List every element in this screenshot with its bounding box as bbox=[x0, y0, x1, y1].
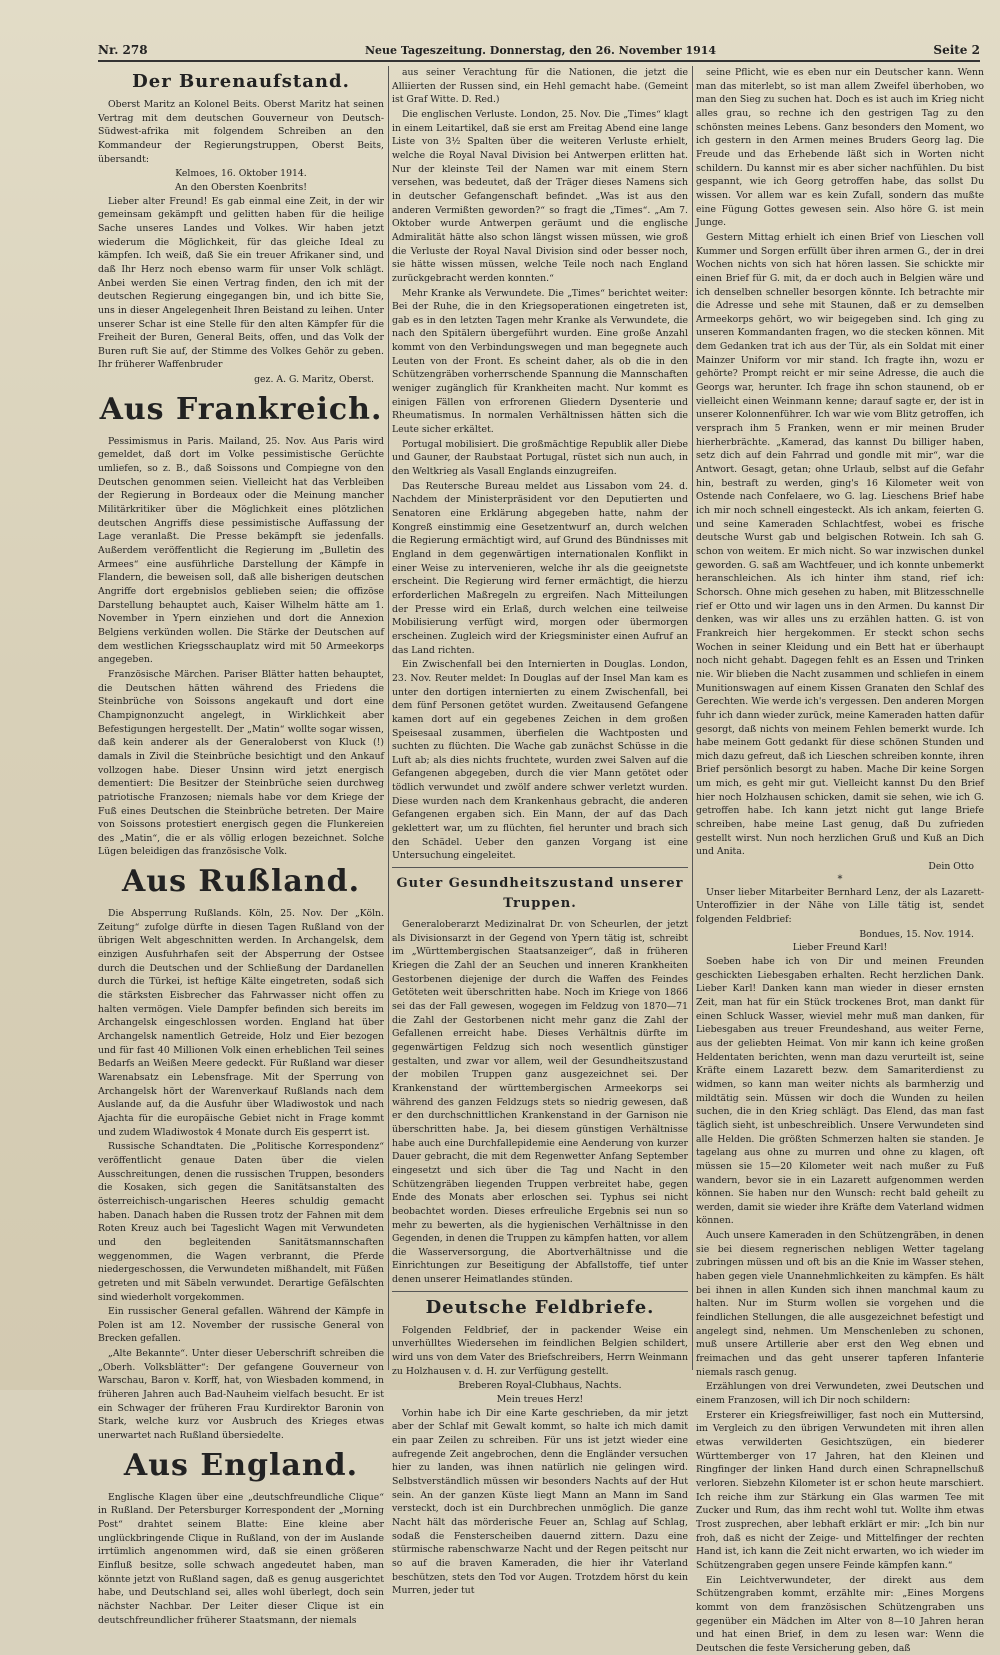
paragraph: Generaloberarzt Medizinalrat Dr. von Scheurlen, der jetzt als Divisionsarzt in der Gegend von Ypern tätig ist, schreibt im „Württembergischen Staatsanzeiger“, daß in früheren Kriegen die Zahl der an Seuchen und inneren Krankheiten Gestorbenen diejenige der durch die Waffen des Feindes Getöteten weit überschritten habe. Noch im Kriege von 1866 sei das der Fall gewesen, wogegen im Feldzug von 1870—71 die Zahl der Gestorbenen nicht mehr ganz die Zahl der Gefallenen erreicht habe. Dieses Verhältnis dürfte im gegenwärtigen Feldzug sich noch wesentlich günstiger gestalten, und zwar vor allem, weil der Gesundheitszustand der mobilen Truppen ganz ausgezeichnet sei. Der Krankenstand der württembergischen Armeekorps sei während des ganzen Feldzugs stets so niedrig gewesen, daß er den durchschnittlichen Krankenstand in der Garnison nie überschritten habe. Ja, bei diesem günstigen Verhältnisse habe auch eine Durchfallepidemie eine Aenderung von kurzer Dauer gebracht, die mit dem Regenwetter Anfang September eingesetzt und sich über die Tag und Nacht in den Schützengräben liegenden Truppen verbreitet habe, gegen Ende des Monats aber erloschen sei. Typhus sei nicht beobachtet worden. Dieses erfreuliche Ergebnis sei nun so mehr zu bewerten, als die hygienischen Verhältnisse in den Gegenden, in denen die Truppen zu kämpfen hatten, vor allem die Wasserversorgung, die Abortverhältnisse und die Einrichtungen zur Beseitigung der Abfallstoffe, tief unter denen unserer Heimatlandes stünden. bbox=[392, 919, 689, 1286]
column-rule bbox=[388, 66, 389, 1370]
paragraph: Vorhin habe ich Dir eine Karte geschrieben, da mir jetzt aber der Schlaf mit Gewalt kommt, so halte ich mich damit ein paar Zeilen zu schreiben. Für uns ist jetzt wieder eine aufregende Zeit angebrochen, denn die Engländer versuchen hier zu landen, was ihnen natürlich nie gelingen wird. Selbstverständlich müssen wir besonders Nachts auf der Hut sein. An der ganzen Küste liegt Mann an Mann im Sand versteckt, doch ist ein Durchbrechen unmöglich. Die ganze Nacht hält das mörderische Feuer an, Schlag auf Schlag, sodaß die Fensterscheiben dauernd zittern. Dazu eine stürmische rabenschwarze Nacht und der Regen peitscht nur so auf die braven Kameraden, die hier ihr Vaterland beschützen, stets den Tod vor Augen. Trotzdem hörst du kein Murren, jeder tut bbox=[392, 1407, 688, 1597]
headline: Der Burenaufstand. bbox=[132, 71, 350, 92]
headline: Aus Frankreich. bbox=[99, 391, 383, 427]
headline: Guter Gesundheitszustand unserer Truppen. bbox=[396, 876, 684, 912]
paragraph: seine Pflicht, wie es eben nur ein Deutscher kann. Wenn man das miterlebt, so ist man allem Zweifel überhoben, wo man den Sieg zu suchen hat. Doch es ist auch im Krieg nicht alles grau, so rechne ich den gestrigen Tag zu den schönsten meines Lebens. Ganz besonders den Moment, wo ich gestern in den Armen meines Bruders Georg lag. Die Freude und das Erhebende läßt sich in Worten nicht schildern. Du kannst mir es aber sicher nachfühlen. Du bist gespannt, wie ich Georg getroffen habe, das sollst Du wissen. Vor allem war es kein Zufall, sondern das mußte eine Fügung Gottes gewesen sein. Also höre G. ist mein Junge. bbox=[696, 67, 984, 229]
paragraph: Ersterer ein Kriegsfreiwilliger, fast noch ein Muttersind, im Vergleich zu den übrigen Verwundeten mit ihren allen etwas verwilderten Gesichtszügen, ein biederer Württemberger von 17 Jahren, hat den Kleinen und Ringfinger der linken Hand durch einen Schrapnellschuß verloren. Siebzehn Kilometer ist er schon heute marschiert. Ich reiche ihm zur Stärkung ein Glas warmen Tee mit Zucker und Rum, das ihm recht wohl tut. Wollte ihm etwas Trost zusprechen, aber lebhaft erklärt er mir: „Ich bin nur froh, daß es nicht der Zeige- und Mittelfinger der rechten Hand ist, ich kann die Zeit nicht erwarten, wo ich wieder im Schützengraben gegen unsere Feinde kämpfen kann.“ bbox=[696, 1409, 984, 1571]
section-star: * bbox=[837, 873, 843, 885]
paragraph: Erzählungen von drei Verwundeten, zwei Deutschen und einem Franzosen, will ich Dir noch schildern: bbox=[696, 1381, 984, 1406]
column-3 bbox=[696, 66, 984, 1654]
paragraph: Die Absperrung Rußlands. Köln, 25. Nov. Der „Köln. Zeitung“ zufolge dürfte in diesen Tagen Rußland von der übrigen Welt abgeschnitten werden. In Archangelsk, dem einzigen Ausfuhrhafen seit der Absperrung der Ostsee durch die Deutschen und der Schließung der Dardanellen durch die Türkei, ist heftige Kälte eingetreten, sodaß sich die stärksten Eisbrecher das Fahrwasser nicht offen zu halten vermögen. Viele Dampfer befinden sich bereits im Archangelsk eingeschlossen worden. England hat über Archangelsk namentlich Getreide, Holz und Eier bezogen und für fast 40 Millionen Volk einen erheblichen Teil seines Bedarfs an Weißen Meere gedeckt. Für Rußland war dieser Warenabsatz ein Lebensfrage. Mit der Sperrung von Archangelsk hört der Warenverkauf Rußlands nach dem Auslande auf, da die Ausfuhr über Wladiwostok und nach Ajachta für die europäische Gebiet nicht in Frage kommt und zudem Wladiwostok 4 Monate durch Eis gesperrt ist. bbox=[98, 908, 384, 1138]
headline: Deutsche Feldbriefe. bbox=[425, 1296, 655, 1318]
column-2 bbox=[392, 66, 689, 1597]
paragraph: Englische Klagen über eine „deutschfreundliche Clique“ in Rußland. Der Petersburger Korrespondent der „Morning Post“ drahtet seinem Blatte: Eine kleine aber unglückbringende Clique in Rußland, von der im Auslande irrtümlich angenommen wird, daß sie einen größeren Einfluß besitze, solle schwach angedeutet haben, man könnte jetzt von Rußland sagen, daß es genug ausgerichtet habe, und Deutschland sei, alles wohl überlegt, doch sein nächster Nachbar. Der Leiter dieser Clique ist ein deutschfreundlicher früherer Staatsmann, der niemals bbox=[98, 1491, 384, 1626]
page-number: Seite 2 bbox=[933, 43, 980, 57]
paragraph: Auch unsere Kameraden in den Schützengräben, in denen sie bei diesem regnerischen nebligen Wetter tagelang zubringen müssen und oft bis an die Knie im Wasser stehen, haben gegen viele Unannehmlichkeiten zu kämpfen. Es hält bei ihnen in allen Kunden sich ihnen manchmal kaum zu halten. Nur im Sturm wollen sie vorgehen und die feindlichen Stellungen, die alle ausgezeichnet befestigt und angelegt sind, nehmen. Um Menschenleben zu schonen, muß unsere Artillerie aber erst den Weg ebnen und freimachen und das geht unserer tapferen Infanterie niemals rasch genug. bbox=[696, 1230, 984, 1378]
headline: Aus England. bbox=[123, 1447, 359, 1483]
paragraph: Folgenden Feldbrief, der in packender Weise ein unverhülltes Wiedersehen im feindlichen Belgien schildert, wird uns von dem Vater des Briefschreibers, Herrn Weinmann zu Holzhausen v. d. H. zur Verfügung gestellt. bbox=[392, 1324, 688, 1377]
paragraph: Französische Märchen. Pariser Blätter hatten behauptet, die Deutschen hätten während des Friedens die Steinbrüche von Soissons angekauft und dort eine Champignonzucht angelegt, in Wirklichkeit aber Befestigungen hergestellt. Der „Matin“ wollte sogar wissen, daß kein anderer als der Generaloberst von Kluck (!) damals in Zivil die Steinbrüche besichtigt und den Ankauf vollzogen habe. Dieser Unsinn wird jetzt energisch dementiert: Die Besitzer der Steinbrüche seien durchweg patriotische Franzosen; niemals habe vor dem Kriege der Fuß eines Deutschen die Steinbrüche betreten. Der Maire von Soissons protestiert energisch gegen die Flunkereien des „Matin“, die er als völlig erlogen bezeichnet. Solche Lügen beleidigen das französische Volk. bbox=[98, 668, 384, 858]
issue-number: Nr. 278 bbox=[98, 43, 148, 57]
column-rule bbox=[692, 66, 693, 1370]
paragraph: Russische Schandtaten. Die „Politische Korrespondenz“ veröffentlicht genaue Daten über die vielen Ausschreitungen, denen die russischen Truppen, besonders die Kosaken, sich gegen die Sanitätsanstalten des österreichisch-ungarischen Heeres schuldig gemacht haben. Danach haben die Russen trotz der Fahnen mit dem Roten Kreuz auch bei Tageslicht Wagen mit Verwundeten und den begleitenden Sanitätsmannschaften weggenommen, die Wagen verbrannt, die Pferde niedergeschossen, die Verwundeten mißhandelt, mit Füßen getreten und mit Säbeln verwundet. Derartige Gefälschten sind wiederholt vorgekommen. bbox=[98, 1141, 384, 1303]
paragraph: Die englischen Verluste. London, 25. Nov. Die „Times“ klagt in einem Leitartikel, daß sie erst am Freitag Abend eine lange Liste von 3½ Spalten über die weiteren Verluste erhielt, welche die Royal Naval Division bei Antwerpen erlitten hat. Nur der kleinste Teil der Namen war mit einem Stern versehen, was bedeutet, daß der Träger dieses Namens sich in deutscher Gefangenschaft befindet. „Was ist aus den anderen Vermißten geworden?“ so fragt die „Times“. „Am 7. Oktober wurde Antwerpen geräumt und die englische Admiralität hätte also schon längst wissen müssen, wie groß die Verluste der Royal Naval Division sind oder besser noch, sie hätte wissen müssen, welche Teile noch nach England zurückgebracht werden konnten.“ bbox=[392, 108, 688, 284]
column-1 bbox=[98, 66, 384, 1626]
paragraph: Portugal mobilisiert. Die großmächtige Republik aller Diebe und Gauner, der Raubstaat Portugal, rüstet sich nun auch, in den Weltkrieg als Vasall Englands einzugreifen. bbox=[392, 438, 688, 478]
divider bbox=[392, 867, 688, 868]
divider bbox=[392, 1291, 688, 1292]
paragraph: Gestern Mittag erhielt ich einen Brief von Lieschen voll Kummer und Sorgen erfüllt über ihren armen G., der in drei Wochen nichts von sich hat hören lassen. Sie schickte mir einen Brief für G. mit, da er doch auch in Belgien wäre und ich denselben schneller besorgen könnte. Ich betrachte mir die Adresse und sehe mit Staunen, daß er zu demselben Armeekorps gehört, wo wir beigegeben sind. Ich ging zu unseren Kommandanten fragen, wo die stecken können. Mit dem Gedanken trat ich aus der Tür, als ein Soldat mit einer Mainzer Uniform vor mir stand. Ich fragte ihn, wozu er gehörte? Prompt reicht er mir seine Adresse, die auch die Georgs war, herunter. Ich frage ihn schon staunend, ob er vielleicht einen Weinmann kenne; darauf sagte er, der ist in unserer Kolonnenführer. Ich war wie vom Blitz getroffen, ich versprach ihm 5 Franken, wenn er mir meinen Bruder hierherbrächte. „Kamerad, das kannst Du billiger haben, setz dich auf dein Fahrrad und gondle mit mir“, war die Antwort. Gesagt, getan; ohne Urlaub, selbst auf die Gefahr hin, bestraft zu werden, ging's 16 Kilometer weit von Ostende nach Confelaere, wo G. lag. Lieschens Brief habe ich mir noch schnell eingesteckt. Als ich ankam, feierten G. und seine Kameraden Schlachtfest, wobei es frische deutsche Wurst gab und belgischen Rotwein. Ich sah G. schon von weitem. Er mich nicht. So war inzwischen dunkel geworden. G. saß am Wachtfeuer, und ich konnte unbemerkt heranschleichen. Als ich hinter ihm stand, rief ich: Schorsch. Ohne mich gesehen zu haben, mit Blitzesschnelle rief er Otto und wir lagen uns in den Armen. Du kannst Dir denken, was wir alles uns zu erzählen hatten. G. ist von Frankreich hier hergekommen. Er steckt schon sechs Wochen in seiner Kleidung und ein Bett hat er überhaupt noch nicht gehabt. Dagegen fehlt es an Essen und Trinken nie. Wir blieben die Nacht zusammen und schliefen in einem Munitionswagen auf einem Kissen Granaten den Schlaf des Gerechten. Wie werde ich's vergessen. Den anderen Morgen fuhr ich dann wieder zurück, meine Kameraden hatten dafür gesorgt, daß nichts von meinem Fehlen bemerkt wurde. Ich habe meinem Gott gedankt für diese schönen Stunden und mich dazu gefreut, daß ich Lieschen schreiben konnte, ihren Brief persönlich besorgt zu haben. Mache Dir keine Sorgen um mich, es geht mir gut. Vielleicht kannst Du den Brief hier noch Holzhausen schicken, damit sie sehen, wie ich G. getroffen habe. Ich kann jetzt nicht gut lange Briefe schreiben, habe meine Last genug, daß Du zufrieden gestellt wirst. Nun noch herzlichen Gruß und Kuß an Dich und Anita. bbox=[696, 231, 984, 858]
newspaper-title-date: Neue Tageszeitung. Donnerstag, den 26. November 1914 bbox=[364, 43, 717, 57]
signature: gez. A. G. Maritz, Oberst. bbox=[254, 374, 374, 386]
paragraph: Lieber alter Freund! Es gab einmal eine Zeit, in der wir gemeinsam gekämpft und gelitten haben für die heilige Sache unseres Landes und Volkes. Wir haben jetzt wiederum die Möglichkeit, für das gleiche Ideal zu kämpfen. Ich weiß, daß Sie ein treuer Afrikaner sind, und daß Ihr Herz noch ebenso warm für unser Volk schlägt. Anbei werden Sie einen Vertrag finden, den ich mit der deutschen Regierung eingegangen bin, und ich bitte Sie, uns in dieser Angelegenheit Ihren Beistand zu leihen. Unter unserer Schar ist eine Stelle für den alten Kämpfer für die Freiheit der Buren, General Beits, offen, und das Volk der Buren ruft Sie auf, der Stimme des Volkes Gehör zu geben. Ihr früherer Waffenbruder bbox=[98, 195, 384, 371]
salutation: Mein treues Herz! bbox=[496, 1394, 584, 1406]
paragraph: Unser lieber Mitarbeiter Bernhard Lenz, der als Lazarett-Unteroffizier in der Nähe von Lille tätig ist, sendet folgenden Feldbrief: bbox=[696, 886, 984, 926]
dateline: Bondues, 15. Nov. 1914. bbox=[859, 928, 974, 940]
paragraph: Soeben habe ich von Dir und meinen Freunden geschickten Liebesgaben erhalten. Recht herzlichen Dank. Lieber Karl! Danken kann man wieder in dieser ernsten Zeit, man hat für ein Stück trockenes Brot, man dankt für einen Schluck Wasser, wieviel mehr muß man danken, für Liebesgaben aus treuer Freundeshand, aus weiter Ferne, aus der geliebten Heimat. Von mir kann ich keine großen Heldentaten berichten, wenn man dazu verurteilt ist, seine Kräfte einem Lazarett bezw. dem Samariterdienst zu widmen, so kann man weiter nichts als barmherzig und mildtätig sein. Müssen wir doch die Wunden zu heilen suchen, die in den Krieg schlägt. Das Elend, das man fast täglich sieht, ist unbeschreiblich. Unsere Verwundeten sind alle Helden. Die größten Schmerzen halten sie standen. Je tagelang aus ohne zu murren und ohne zu klagen, oft müssen sie 15—20 Kilometer weit nach mußer zu Fuß wandern, bevor sie in ein Lazarett aufgenommen werden können. Sie haben nur den Wunsch: recht bald geheilt zu werden, damit sie wieder ihre Kräfte dem Vaterland widmen können. bbox=[696, 956, 984, 1227]
paragraph: Das Reutersche Bureau meldet aus Lissabon vom 24. d. Nachdem der Ministerpräsident vor den Deputierten und Senatoren eine Erklärung abgegeben hatte, nahm der Kongreß einstimmig eine Gesetzentwurf an, durch welchen die Regierung ermächtigt wird, auf Grund des Bündnisses mit England in dem gegenwärtigen internationalen Konflikt in einer Weise zu intervenieren, welche ihr als die geeignetste erscheint. Die Regierung wird ferner ermächtigt, die hierzu erforderlichen Maßregeln zu ergreifen. Nach Mitteilungen der Presse wird ein Erlaß, durch welchen eine teilweise Mobilisierung verfügt wird, morgen oder übermorgen erscheinen. Zugleich wird der Kriegsminister einen Aufruf an das Land richten. bbox=[392, 480, 688, 656]
salutation: Lieber Freund Karl! bbox=[792, 942, 888, 954]
salutation: An den Obersten Koenbrits! bbox=[175, 181, 307, 193]
paragraph: Pessimismus in Paris. Mailand, 25. Nov. Aus Paris wird gemeldet, daß dort im Volke pessimistische Gerüchte umliefen, so z. B., daß Soissons und Compiegne von den Deutschen genommen seien. Vielleicht hat das Verbleiben der Regierung in Bordeaux oder die Meinung mancher Militärkritiker über die Möglichkeit eines plötzlichen deutschen Angriffs diese pessimistische Auffassung der Lage veranlaßt. Die Presse bekämpft sie jedenfalls. Außerdem veröffentlicht die Regierung im „Bulletin des Armees“ eine ausführliche Darstellung der Kämpfe in Flandern, die beweisen soll, daß alle bisherigen deutschen Angriffe dort ergebnislos geblieben seien; die offizöse Darstellung behauptet auch, Kaiser Wilhelm hätte am 1. November in Ypern einziehen und dort die Annexion Belgiens verkünden wollen. Die Stärke der Deutschen auf dem westlichen Kriegsschauplatz wird mit 50 Armeekorps angegeben. bbox=[98, 435, 384, 666]
paragraph: Mehr Kranke als Verwundete. Die „Times“ berichtet weiter: Bei der Ruhe, die in den Kriegsoperationen eingetreten ist, gab es in den letzten Tagen mehr Kranke als Verwundete, die nach den Spitälern übergeführt wurden. Eine große Anzahl kommt von den Verbindungswegen und man begegnete auch Leuten von der Front. Es scheint daher, als ob die in den Schützengräben vorherrschende Spannung die Mannschaften weniger zugänglich für Krankheiten macht. Nur kommt es einigen Fällen von erfrorenen Gliedern Dysenterie und Rheumatismus. In normalen Verhältnissen hätten sich die Leute sicher erkältet. bbox=[392, 287, 688, 436]
masthead bbox=[98, 40, 980, 62]
paragraph: „Alte Bekannte“. Unter dieser Ueberschrift schreiben die „Oberh. Volksblätter“: Der gefangene Gouverneur von Warschau, Baron v. Korff, hat, von Wiesbaden kommend, in früheren Jahren auch Bad-Nauheim vielfach besucht. Er ist ein Schwager der früheren Frau Kurdirektor Baronin von Stark, welche kurz vor Ausbruch des Krieges etwas unerwartet nach Rußland übersiedelte. bbox=[98, 1348, 384, 1442]
paragraph: Ein russischer General gefallen. Während der Kämpfe in Polen ist am 12. November der russische General von Brecken gefallen. bbox=[98, 1306, 384, 1345]
signature: Dein Otto bbox=[928, 861, 974, 873]
paragraph: Oberst Maritz an Kolonel Beits. Oberst Maritz hat seinen Vertrag mit dem deutschen Gouverneur von Deutsch-Südwest-afrika mit folgendem Schreiben an den Kommandeur der Regierungstruppen, Oberst Beits, übersandt: bbox=[98, 99, 384, 165]
headline: Aus Rußland. bbox=[121, 864, 361, 900]
paragraph: Ein Leichtverwundeter, der direkt aus dem Schützengraben kommt, erzählte mir: „Eines Morgens kommt von dem französischen Schützengraben uns gegenüber ein Mädchen im Alter von 8—10 Jahren heran und hat einen Brief, in dem zu lesen war: Wenn die Deutschen die feste Versicherung geben, daß bbox=[696, 1574, 984, 1654]
dateline: Kelmoes, 16. Oktober 1914. bbox=[175, 168, 307, 180]
paragraph: Ein Zwischenfall bei den Internierten in Douglas. London, 23. Nov. Reuter meldet: In Douglas auf der Insel Man kam es unter den dortigen internierten zu einem Zwischenfall, bei dem fünf Personen getötet wurden. Zweitausend Gefangene kamen dort auf ein gegebenes Zeichen in dem großen Speisesaal zusammen, überfielen die Wachtposten und suchten zu flüchten. Die Wache gab zunächst Schüsse in die Luft ab; als dies nichts fruchtete, wurden zwei Salven auf die Gefangenen abgegeben, durch die vier Mann getötet oder tödlich verwundet und zwölf andere schwer verletzt wurden. Diese wurden nach dem Krankenhaus gebracht, die anderen Gefangenen ergaben sich. Ein Mann, der auf das Dach geklettert war, um zu flüchten, fiel herunter und brach sich den Schädel. Ueber den ganzen Vorgang ist eine Untersuchung eingeleitet. bbox=[392, 659, 688, 862]
letter-location: Breberen Royal-Clubhaus, Nachts. bbox=[458, 1380, 622, 1392]
paragraph: aus seiner Verachtung für die Nationen, die jetzt die Alliierten der Russen sind, ein Hehl gemacht habe. (Gemeint ist Graf Witte. D. Red.) bbox=[392, 67, 688, 106]
